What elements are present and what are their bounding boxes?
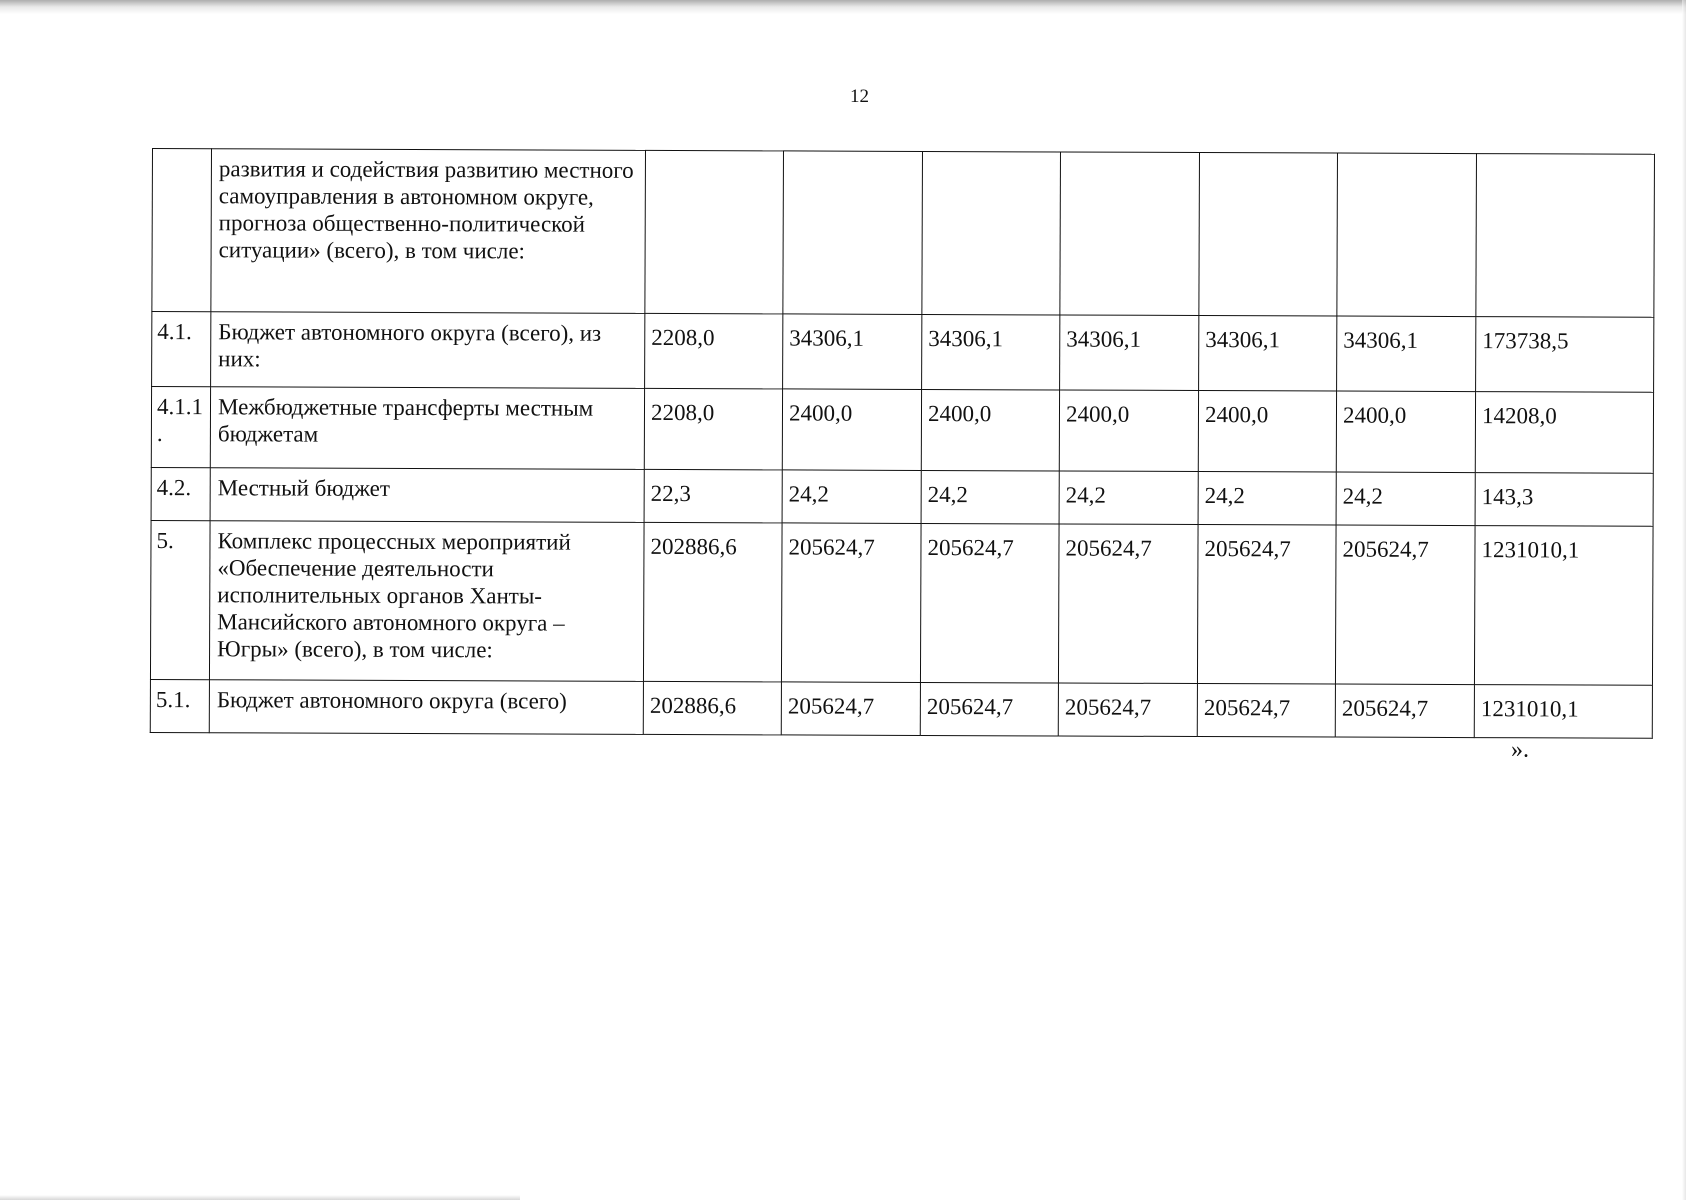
row-description: Межбюджетные трансферты местным бюджетам (210, 387, 644, 470)
value-cell (1337, 153, 1477, 317)
value-cell: 34306,1 (922, 314, 1060, 390)
value-cell: 24,2 (1198, 472, 1336, 526)
total-cell: 1231010,1 (1474, 685, 1652, 739)
value-cell: 34306,1 (783, 314, 922, 390)
value-cell: 2400,0 (1059, 390, 1198, 472)
total-cell: 14208,0 (1475, 392, 1653, 474)
total-cell: 173738,5 (1476, 317, 1654, 393)
value-cell: 205624,7 (1058, 524, 1198, 684)
value-cell: 34306,1 (1337, 316, 1476, 392)
budget-table (150, 148, 1655, 739)
value-cell: 2400,0 (921, 389, 1059, 471)
value-cell: 34306,1 (1199, 316, 1337, 392)
total-cell: 143,3 (1475, 473, 1653, 527)
row-description: Бюджет автономного округа (всего) (209, 680, 643, 735)
table-row (150, 679, 1652, 738)
row-description: развития и содействия развитию местного самоуправления в автономном округе, прогноза общественно-политической ситуации» (всего), в том числе: (211, 149, 646, 314)
page-number: 12 (850, 86, 869, 107)
table-row (152, 149, 1655, 318)
value-cell: 2208,0 (644, 388, 782, 470)
value-cell: 205624,7 (1058, 683, 1197, 737)
value-cell: 205624,7 (1335, 525, 1475, 685)
total-cell: 1231010,1 (1474, 526, 1653, 686)
value-cell: 205624,7 (920, 682, 1058, 736)
value-cell: 205624,7 (1335, 684, 1474, 738)
value-cell: 24,2 (921, 470, 1059, 524)
value-cell: 2400,0 (1336, 391, 1475, 473)
value-cell: 2400,0 (1198, 391, 1336, 473)
value-cell (1199, 153, 1338, 317)
value-cell: 2208,0 (645, 313, 783, 389)
row-index: 4.2. (151, 467, 210, 520)
value-cell (645, 150, 784, 314)
scan-edge-top (0, 0, 1686, 14)
value-cell: 34306,1 (1060, 315, 1199, 391)
table-row (152, 312, 1654, 393)
value-cell: 24,2 (1336, 472, 1475, 526)
value-cell (1060, 152, 1200, 316)
row-index: 4.1.1. (151, 387, 210, 468)
value-cell: 205624,7 (781, 523, 921, 683)
value-cell: 205624,7 (781, 682, 920, 736)
row-index: 5.1. (150, 679, 209, 732)
value-cell (922, 151, 1061, 315)
value-cell: 24,2 (782, 470, 921, 524)
row-index: 5. (150, 520, 210, 679)
table-row (151, 467, 1653, 526)
value-cell: 205624,7 (920, 523, 1059, 683)
value-cell: 2400,0 (782, 389, 921, 471)
row-index: 4.1. (152, 312, 211, 387)
table-row (150, 520, 1653, 685)
row-index (152, 149, 212, 312)
table-row (151, 387, 1653, 474)
value-cell: 202886,6 (643, 681, 781, 735)
row-description: Комплекс процессных мероприятий «Обеспечение деятельности исполнительных органов Ханты-Мансийского автономного округа – Югры» (всего), в том числе: (209, 521, 644, 682)
value-cell: 205624,7 (1197, 684, 1335, 738)
value-cell: 205624,7 (1197, 525, 1336, 685)
value-cell: 202886,6 (643, 522, 782, 682)
scan-edge-right (1682, 0, 1686, 1200)
scan-edge-bottom (0, 1195, 520, 1200)
value-cell (783, 151, 923, 315)
value-cell: 24,2 (1059, 471, 1198, 525)
value-cell: 22,3 (644, 469, 782, 523)
total-cell (1476, 154, 1655, 318)
closing-quote-mark: ». (1511, 737, 1529, 763)
row-description: Бюджет автономного округа (всего), из них: (211, 312, 645, 389)
row-description: Местный бюджет (210, 468, 644, 523)
